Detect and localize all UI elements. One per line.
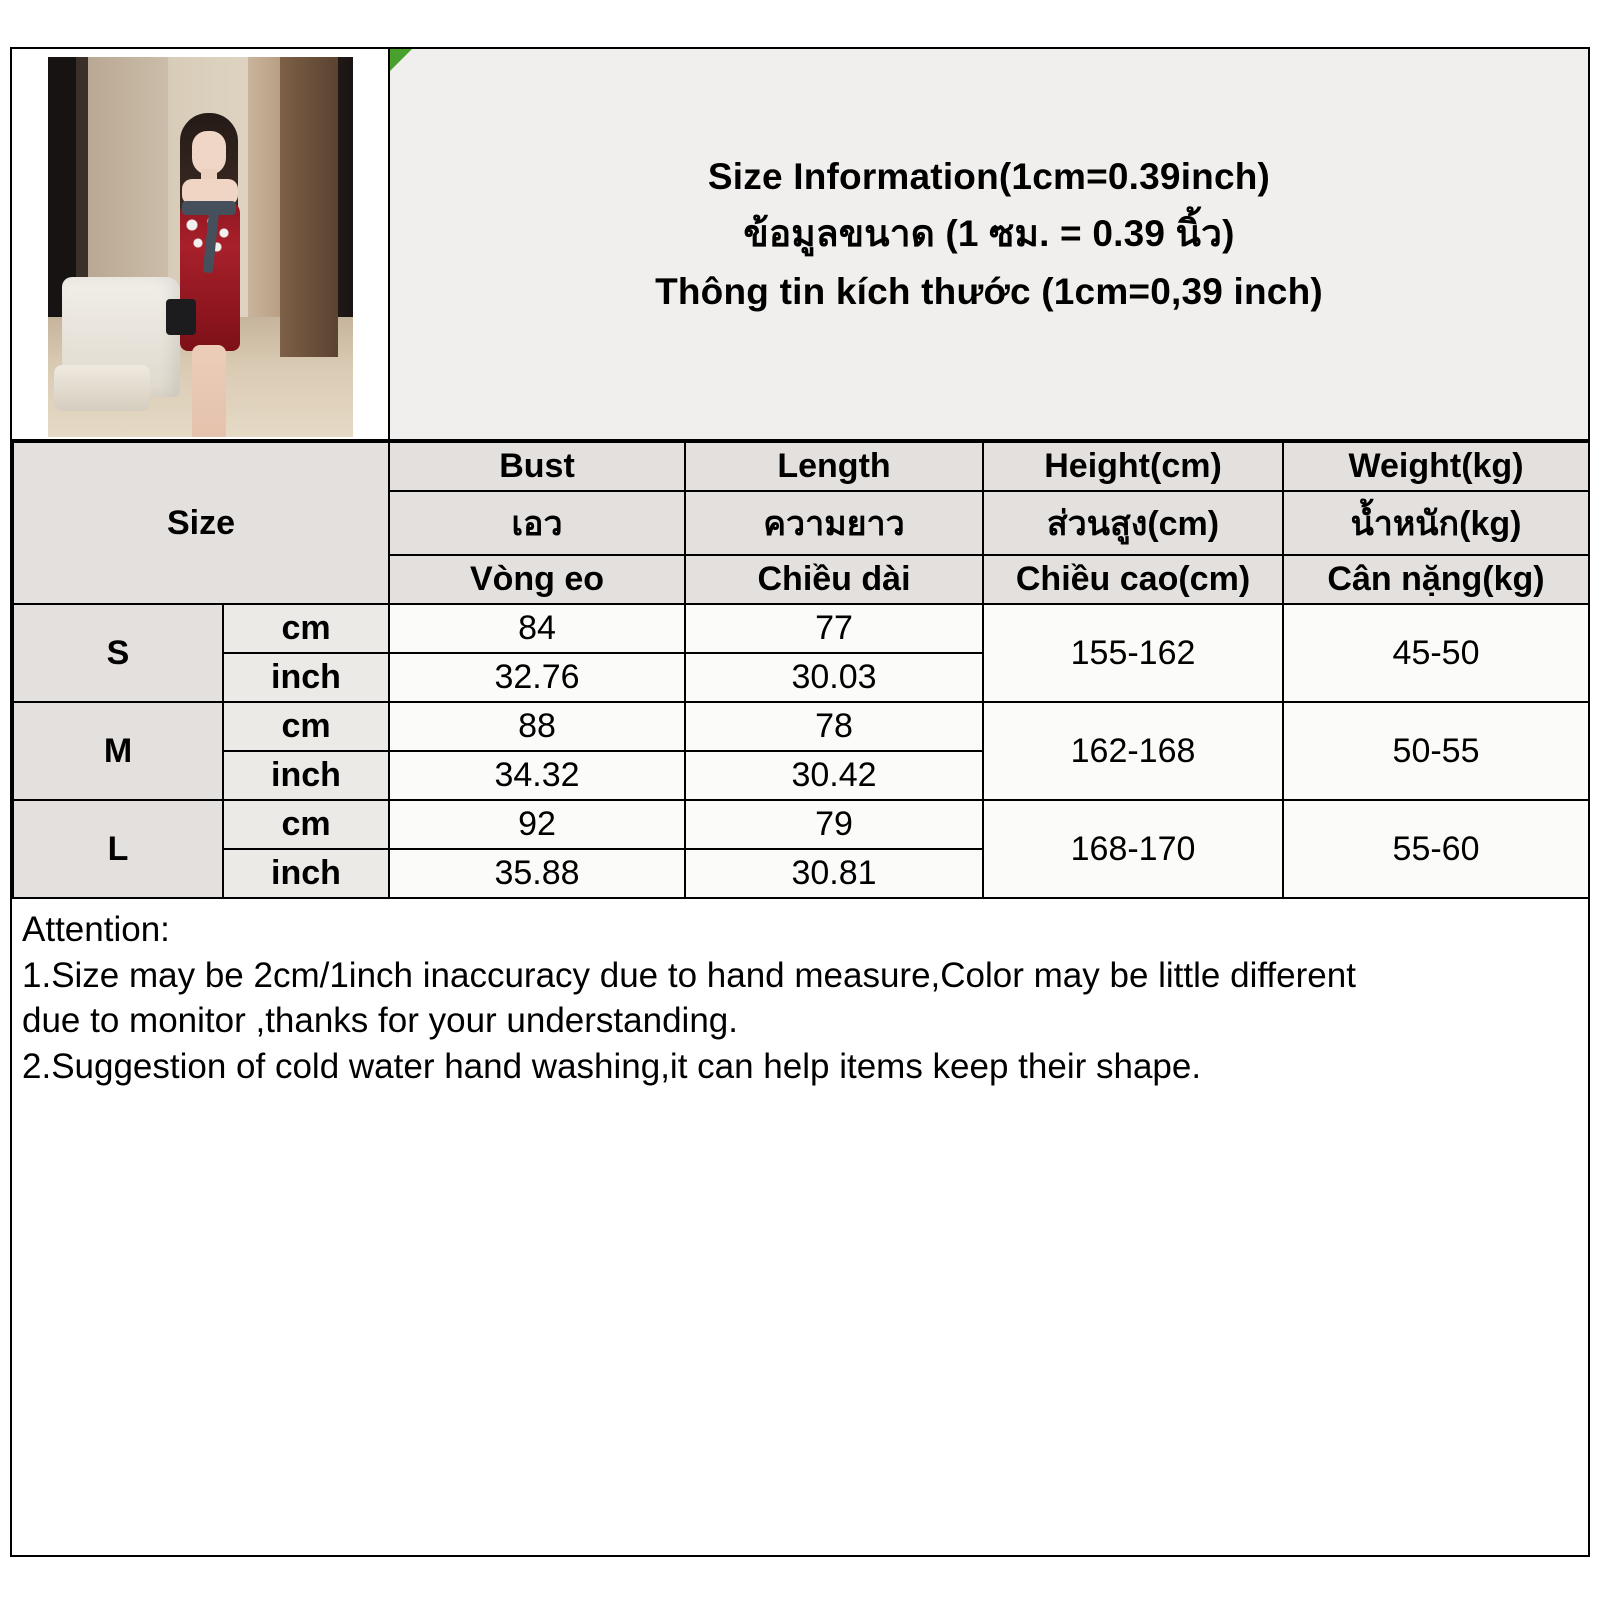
row-unit-inch-s: inch [223,653,389,702]
attention-heading: Attention: [22,910,170,949]
cell-length-inch-l: 30.81 [685,849,983,898]
size-header-cell: Size [13,442,389,604]
cell-bust-cm-s: 84 [389,604,685,653]
col-header-height-th: ส่วนสูง(cm) [983,491,1283,555]
header-band [12,49,1588,441]
row-size-label-l: L [13,800,223,898]
title-line-en: Size Information(1cm=0.39inch) [707,155,1271,197]
row-unit-cm-m: cm [223,702,389,751]
cell-height-m: 162-168 [983,702,1283,800]
row-size-label-s: S [13,604,223,702]
col-header-length-th: ความยาว [685,491,983,555]
cell-length-cm-l: 79 [685,800,983,849]
row-size-label-m: M [13,702,223,800]
cell-weight-m: 50-55 [1283,702,1589,800]
size-chart-sheet [10,47,1590,1557]
col-header-bust-en: Bust [389,442,685,491]
title-line-vi: Thông tin kích thước (1cm=0,39 inch) [655,270,1323,312]
size-table [12,441,1590,899]
product-photo-cell [12,49,390,439]
row-unit-cm-s: cm [223,604,389,653]
col-header-length-vi: Chiều dài [685,555,983,604]
attention-line-1: 1.Size may be 2cm/1inch inaccuracy due to hand measure,Color may be little different [22,955,1356,995]
title-line-th: ข้อมูลขนาด (1 ซม. = 0.39 นิ้ว) [743,213,1235,255]
attention-block [12,899,1588,1089]
col-header-bust-vi: Vòng eo [389,555,685,604]
photo-sofa-seat [54,365,150,411]
table-header-row-en [13,442,1589,491]
cell-bust-cm-m: 88 [389,702,685,751]
row-unit-inch-m: inch [223,751,389,800]
attention-line-2: 2.Suggestion of cold water hand washing,it can help items keep their shape. [22,1046,1202,1086]
table-row [13,800,1589,849]
col-header-height-vi: Chiều cao(cm) [983,555,1283,604]
cell-bust-cm-l: 92 [389,800,685,849]
cell-length-cm-m: 78 [685,702,983,751]
cell-length-cm-s: 77 [685,604,983,653]
row-unit-cm-l: cm [223,800,389,849]
photo-door [280,57,338,357]
cell-length-inch-m: 30.42 [685,751,983,800]
col-header-height-en: Height(cm) [983,442,1283,491]
row-unit-inch-l: inch [223,849,389,898]
table-row [13,702,1589,751]
cell-bust-inch-s: 32.76 [389,653,685,702]
title-cell [390,49,1588,439]
green-corner-marker [390,49,412,71]
model-legs [192,345,226,437]
cell-height-l: 168-170 [983,800,1283,898]
product-photo [48,57,353,437]
attention-line-1-cont: due to monitor ,thanks for your understanding. [22,1001,738,1040]
col-header-length-en: Length [685,442,983,491]
model-handbag [166,299,196,335]
cell-bust-inch-l: 35.88 [389,849,685,898]
cell-length-inch-s: 30.03 [685,653,983,702]
table-row [13,604,1589,653]
col-header-weight-vi: Cân nặng(kg) [1283,555,1589,604]
cell-bust-inch-m: 34.32 [389,751,685,800]
col-header-weight-en: Weight(kg) [1283,442,1589,491]
col-header-bust-th: เอว [389,491,685,555]
cell-weight-l: 55-60 [1283,800,1589,898]
cell-height-s: 155-162 [983,604,1283,702]
cell-weight-s: 45-50 [1283,604,1589,702]
photo-model [166,113,252,437]
col-header-weight-th: น้ำหนัก(kg) [1283,491,1589,555]
